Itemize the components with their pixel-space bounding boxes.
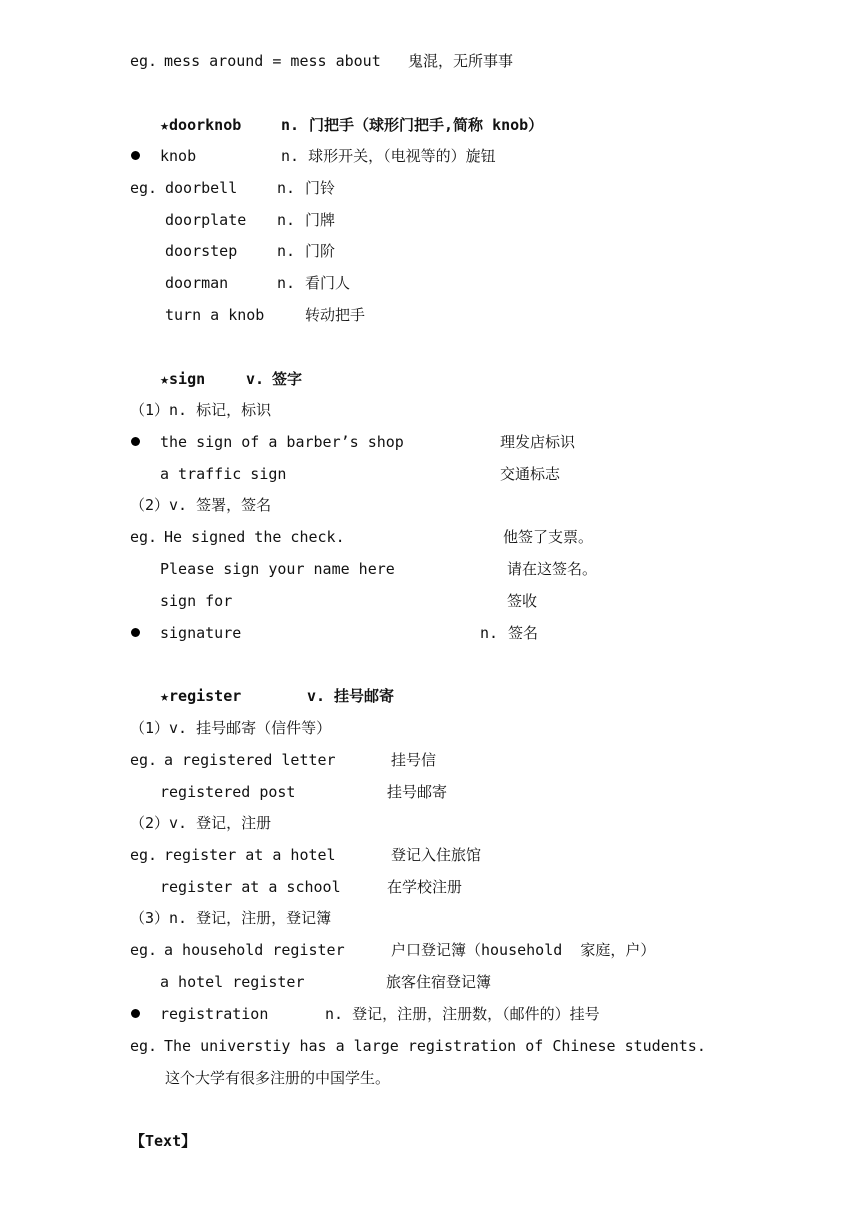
- derived-meaning: 签名: [508, 624, 539, 642]
- example-zh: 交通标志: [500, 465, 561, 483]
- derived-meaning: n. 登记，注册，注册数，（邮件的）挂号: [325, 1005, 600, 1023]
- example-en: register at a hotel: [164, 846, 336, 864]
- example-en: The universtiy has a large registration of Chinese students.: [164, 1037, 706, 1055]
- example-zh: 请在这签名。: [507, 560, 598, 578]
- example-zh: 旅客住宿登记簿: [386, 973, 492, 991]
- example-word: doorplate: [165, 211, 247, 229]
- bullet-icon: [131, 628, 140, 637]
- entry-heading-doorknob: ★doorknob: [160, 116, 242, 134]
- example-zh: 挂号信: [391, 751, 437, 769]
- entry-heading-sign: ★sign: [160, 370, 206, 388]
- example-en: a traffic sign: [160, 465, 287, 483]
- derived-word: knob: [160, 147, 197, 165]
- example-word: doorman: [165, 274, 229, 292]
- example-en: He signed the check.: [164, 528, 345, 546]
- example-en: register at a school: [160, 878, 341, 896]
- example-zh: 挂号邮寄: [387, 783, 448, 801]
- example-zh: 登记入住旅馆: [391, 846, 482, 864]
- example-pos: n.: [277, 211, 296, 229]
- example-meaning: 门阶: [305, 242, 336, 260]
- sense-label: （2）v. 登记，注册: [130, 814, 272, 832]
- eg-label: eg.: [130, 846, 158, 864]
- example-meaning: 转动把手: [305, 306, 366, 324]
- example-word: doorbell: [165, 179, 238, 197]
- eg-label: eg.: [130, 528, 158, 546]
- example-en: a registered letter: [164, 751, 336, 769]
- phrase-meaning: 鬼混，无所事事: [408, 52, 514, 70]
- entry-pos: n.: [281, 116, 300, 134]
- example-meaning: 门牌: [305, 211, 336, 229]
- entry-meaning: 门把手（球形门把手,简称 knob）: [309, 116, 544, 134]
- entry-pos: v.: [307, 687, 326, 705]
- entry-meaning: 签字: [272, 370, 303, 388]
- eg-label: eg.: [130, 179, 158, 197]
- section-heading-text: 【Text】: [130, 1132, 197, 1150]
- entry-pos: v.: [246, 370, 265, 388]
- sense-label: （3）n. 登记，注册，登记簿: [130, 909, 332, 927]
- example-en: the sign of a barber’s shop: [160, 433, 404, 451]
- sense-label: （2）v. 签署，签名: [130, 496, 272, 514]
- derived-meaning: n. 球形开关，（电视等的）旋钮: [281, 147, 496, 165]
- eg-label: eg.: [130, 751, 158, 769]
- bullet-icon: [131, 151, 140, 160]
- example-pos: n.: [277, 242, 296, 260]
- phrase-mess-around: mess around = mess about: [164, 52, 381, 70]
- example-en: registered post: [160, 783, 296, 801]
- derived-word: registration: [160, 1005, 269, 1023]
- bullet-icon: [131, 1009, 140, 1018]
- example-zh: 在学校注册: [387, 878, 463, 896]
- eg-label: eg.: [130, 52, 158, 70]
- eg-label: eg.: [130, 941, 158, 959]
- example-en: Please sign your name here: [160, 560, 395, 578]
- example-meaning: 看门人: [305, 274, 351, 292]
- sense-label: （1）n. 标记，标识: [130, 401, 272, 419]
- example-zh: 户口登记簿（household 家庭，户）: [391, 941, 656, 959]
- example-zh: 这个大学有很多注册的中国学生。: [165, 1069, 391, 1087]
- example-pos: n.: [277, 274, 296, 292]
- example-en: a household register: [164, 941, 345, 959]
- example-zh: 他签了支票。: [503, 528, 594, 546]
- example-word: turn a knob: [165, 306, 265, 324]
- bullet-icon: [131, 437, 140, 446]
- sense-label: （1）v. 挂号邮寄（信件等）: [130, 719, 332, 737]
- derived-pos: n.: [480, 624, 499, 642]
- entry-heading-register: ★register: [160, 687, 242, 705]
- example-zh: 理发店标识: [500, 433, 576, 451]
- example-word: doorstep: [165, 242, 238, 260]
- example-pos: n.: [277, 179, 296, 197]
- example-zh: 签收: [507, 592, 538, 610]
- example-en: sign for: [160, 592, 233, 610]
- example-meaning: 门铃: [305, 179, 336, 197]
- entry-meaning: 挂号邮寄: [334, 687, 395, 705]
- derived-word: signature: [160, 624, 242, 642]
- eg-label: eg.: [130, 1037, 158, 1055]
- example-en: a hotel register: [160, 973, 305, 991]
